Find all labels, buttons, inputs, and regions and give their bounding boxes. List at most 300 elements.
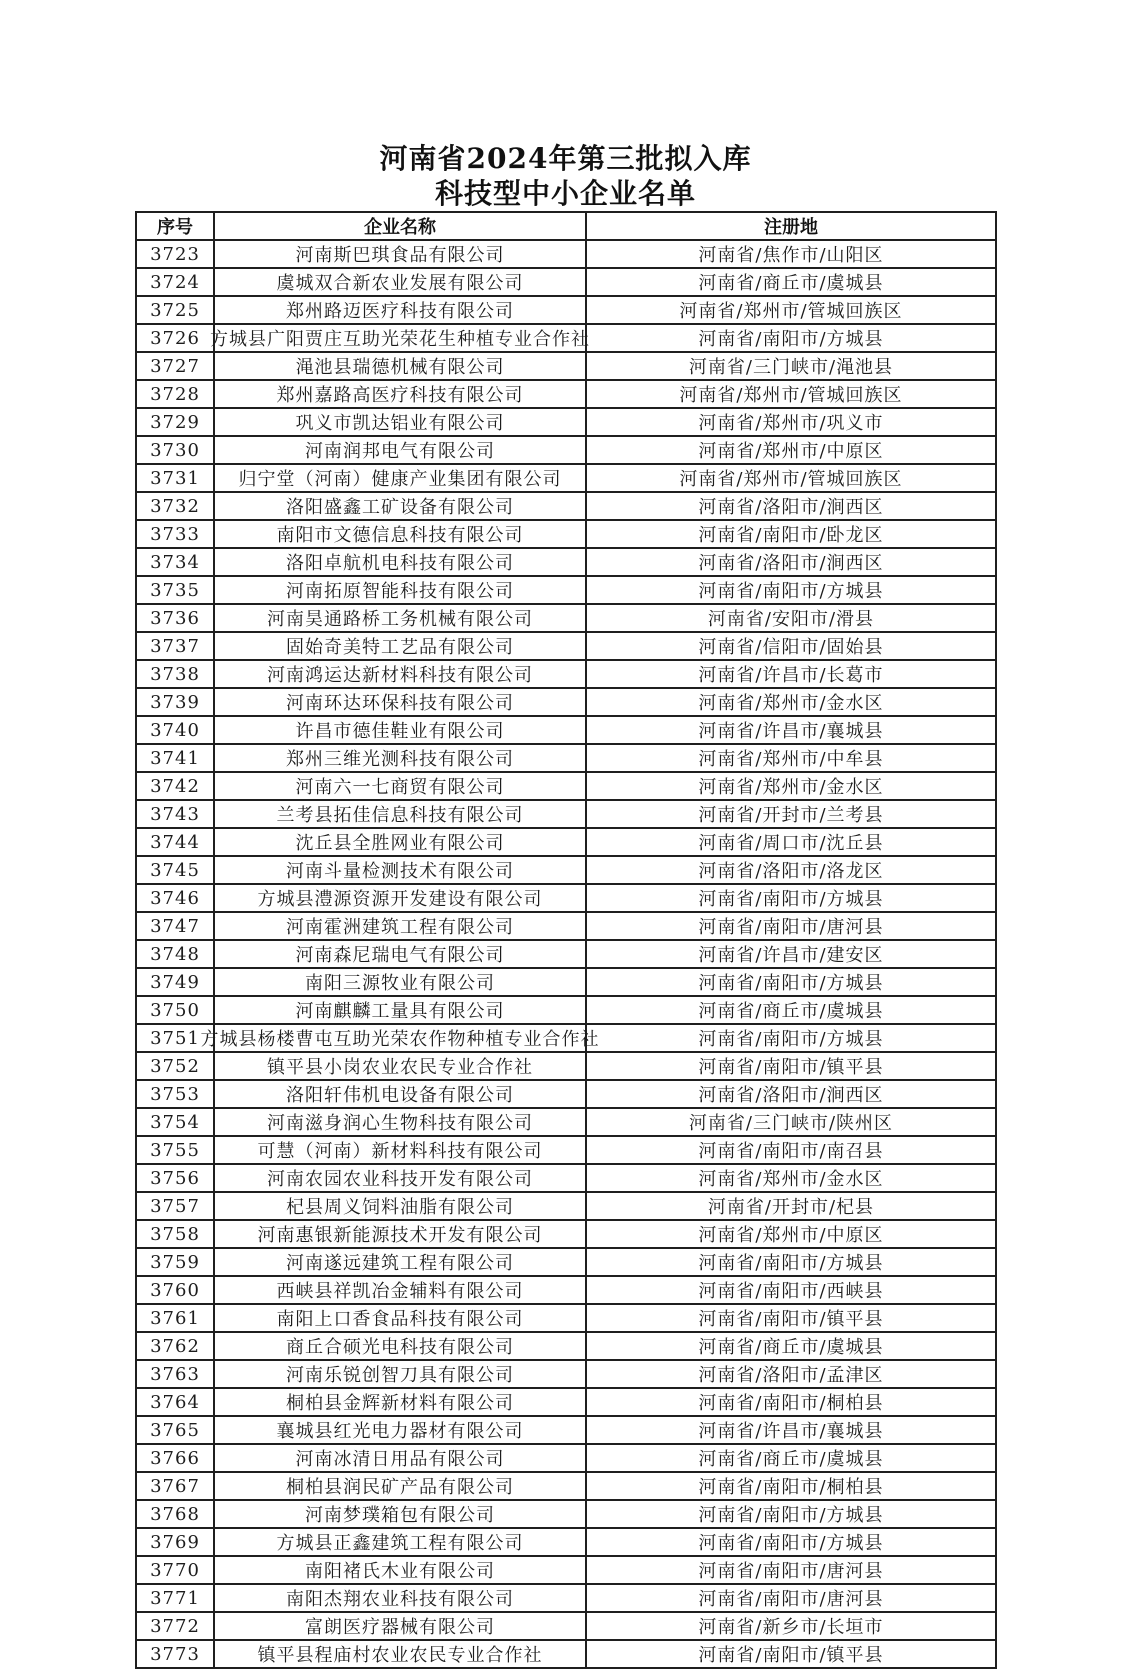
company-name-cell bbox=[214, 1584, 586, 1612]
seq-cell-text: 3773 bbox=[150, 1643, 200, 1665]
document-title-line-2: 科技型中小企业名单 bbox=[434, 177, 696, 210]
table-row bbox=[136, 1220, 996, 1248]
table-row bbox=[136, 520, 996, 548]
registration-cell-text: 河南省/开封市/兰考县 bbox=[698, 805, 884, 826]
registration-cell-text: 河南省/商丘市/虞城县 bbox=[698, 273, 884, 294]
document-title-line-1: 河南省2024年第三批拟入库 bbox=[379, 142, 752, 175]
company-name-cell bbox=[214, 1444, 586, 1472]
registration-cell bbox=[586, 380, 996, 408]
registration-cell bbox=[586, 856, 996, 884]
table-header-row bbox=[136, 212, 996, 240]
company-name-cell bbox=[214, 632, 586, 660]
company-name-cell-text: 河南环达环保科技有限公司 bbox=[286, 693, 514, 714]
seq-cell bbox=[136, 1472, 214, 1500]
registration-cell bbox=[586, 436, 996, 464]
seq-cell-text: 3744 bbox=[150, 831, 200, 853]
company-name-cell bbox=[214, 884, 586, 912]
seq-cell-text: 3745 bbox=[150, 859, 200, 881]
company-name-cell bbox=[214, 492, 586, 520]
company-name-cell-text: 南阳杰翔农业科技有限公司 bbox=[286, 1589, 514, 1610]
seq-cell-text: 3742 bbox=[150, 775, 200, 797]
table-row bbox=[136, 1332, 996, 1360]
seq-cell bbox=[136, 940, 214, 968]
seq-cell bbox=[136, 1276, 214, 1304]
registration-cell-text: 河南省/信阳市/固始县 bbox=[698, 637, 884, 658]
registration-cell-text: 河南省/郑州市/管城回族区 bbox=[679, 469, 903, 490]
company-name-cell-text: 河南滋身润心生物科技有限公司 bbox=[267, 1113, 533, 1134]
company-name-cell-text: 归宁堂（河南）健康产业集团有限公司 bbox=[238, 469, 562, 490]
company-name-cell-text: 方城县正鑫建筑工程有限公司 bbox=[276, 1533, 524, 1554]
company-name-cell-text: 方城县澧源资源开发建设有限公司 bbox=[257, 889, 543, 910]
company-name-cell-text: 方城县杨楼曹屯互助光荣农作物种植专业合作社 bbox=[200, 1029, 600, 1050]
seq-cell-text: 3728 bbox=[150, 383, 200, 405]
company-name-cell bbox=[214, 1472, 586, 1500]
registration-cell-text: 河南省/南阳市/方城县 bbox=[698, 973, 884, 994]
table-row bbox=[136, 576, 996, 604]
company-name-cell bbox=[214, 1052, 586, 1080]
table-row bbox=[136, 716, 996, 744]
seq-cell-text: 3723 bbox=[150, 243, 200, 265]
registration-cell-text: 河南省/南阳市/镇平县 bbox=[698, 1645, 884, 1666]
seq-cell-text: 3753 bbox=[150, 1083, 200, 1105]
seq-cell-text: 3736 bbox=[150, 607, 200, 629]
registration-cell-text: 河南省/南阳市/镇平县 bbox=[698, 1309, 884, 1330]
registration-cell-text: 河南省/焦作市/山阳区 bbox=[698, 245, 884, 266]
registration-cell-text: 河南省/许昌市/长葛市 bbox=[698, 665, 884, 686]
seq-cell-text: 3732 bbox=[150, 495, 200, 517]
seq-cell-text: 3750 bbox=[150, 999, 200, 1021]
company-name-cell-text: 南阳褚氏木业有限公司 bbox=[305, 1561, 495, 1582]
registration-cell bbox=[586, 520, 996, 548]
registration-cell bbox=[586, 1416, 996, 1444]
company-name-cell-text: 商丘合硕光电科技有限公司 bbox=[286, 1337, 514, 1358]
company-name-cell bbox=[214, 1612, 586, 1640]
company-name-cell bbox=[214, 1164, 586, 1192]
company-name-cell bbox=[214, 1332, 586, 1360]
seq-cell bbox=[136, 1220, 214, 1248]
company-name-cell-text: 河南麒麟工量具有限公司 bbox=[295, 1001, 505, 1022]
company-name-cell-text: 河南冰清日用品有限公司 bbox=[295, 1449, 505, 1470]
company-name-cell bbox=[214, 1276, 586, 1304]
seq-cell bbox=[136, 324, 214, 352]
seq-cell-text: 3731 bbox=[150, 467, 200, 489]
table-row bbox=[136, 352, 996, 380]
registration-cell bbox=[586, 716, 996, 744]
seq-cell-text: 3748 bbox=[150, 943, 200, 965]
seq-cell-text: 3755 bbox=[150, 1139, 200, 1161]
seq-cell bbox=[136, 968, 214, 996]
registration-cell bbox=[586, 660, 996, 688]
seq-cell-text: 3749 bbox=[150, 971, 200, 993]
company-name-cell bbox=[214, 436, 586, 464]
seq-cell-text: 3768 bbox=[150, 1503, 200, 1525]
company-name-cell bbox=[214, 828, 586, 856]
registration-cell bbox=[586, 940, 996, 968]
table-row bbox=[136, 940, 996, 968]
registration-cell-text: 河南省/南阳市/桐柏县 bbox=[698, 1393, 884, 1414]
registration-cell bbox=[586, 268, 996, 296]
company-name-cell-text: 郑州三维光测科技有限公司 bbox=[286, 749, 514, 770]
company-name-cell-text: 河南霍洲建筑工程有限公司 bbox=[286, 917, 514, 938]
registration-cell-text: 河南省/南阳市/南召县 bbox=[698, 1141, 884, 1162]
document-title bbox=[0, 141, 1131, 211]
company-name-cell-text: 河南遂远建筑工程有限公司 bbox=[286, 1253, 514, 1274]
seq-cell-text: 3733 bbox=[150, 523, 200, 545]
company-name-cell-text: 襄城县红光电力器材有限公司 bbox=[276, 1421, 524, 1442]
company-name-cell bbox=[214, 1080, 586, 1108]
company-name-cell bbox=[214, 1416, 586, 1444]
table-row bbox=[136, 968, 996, 996]
table-row bbox=[136, 464, 996, 492]
table-header bbox=[136, 212, 996, 240]
registration-cell bbox=[586, 884, 996, 912]
seq-cell bbox=[136, 1528, 214, 1556]
registration-cell bbox=[586, 408, 996, 436]
company-name-cell bbox=[214, 1248, 586, 1276]
registration-cell bbox=[586, 240, 996, 268]
registration-cell-text: 河南省/郑州市/金水区 bbox=[698, 693, 884, 714]
seq-cell bbox=[136, 1416, 214, 1444]
company-name-cell-text: 河南农园农业科技开发有限公司 bbox=[267, 1169, 533, 1190]
registration-cell bbox=[586, 1360, 996, 1388]
company-name-cell-text: 杞县周义饲料油脂有限公司 bbox=[286, 1197, 514, 1218]
seq-cell bbox=[136, 1304, 214, 1332]
registration-cell-text: 河南省/南阳市/方城县 bbox=[698, 889, 884, 910]
company-name-cell-text: 洛阳盛鑫工矿设备有限公司 bbox=[286, 497, 514, 518]
seq-cell-text: 3737 bbox=[150, 635, 200, 657]
table-row bbox=[136, 1304, 996, 1332]
table-row bbox=[136, 1584, 996, 1612]
seq-cell-text: 3767 bbox=[150, 1475, 200, 1497]
registration-cell-text: 河南省/南阳市/方城县 bbox=[698, 1533, 884, 1554]
registration-cell-text: 河南省/郑州市/管城回族区 bbox=[679, 385, 903, 406]
seq-cell bbox=[136, 744, 214, 772]
company-name-cell-text: 郑州嘉路高医疗科技有限公司 bbox=[276, 385, 524, 406]
registration-cell-text: 河南省/南阳市/方城县 bbox=[698, 1029, 884, 1050]
company-name-cell bbox=[214, 240, 586, 268]
company-name-cell-text: 洛阳轩伟机电设备有限公司 bbox=[286, 1085, 514, 1106]
table-row bbox=[136, 548, 996, 576]
seq-cell bbox=[136, 604, 214, 632]
registration-cell bbox=[586, 1332, 996, 1360]
company-name-cell bbox=[214, 1388, 586, 1416]
registration-cell-text: 河南省/郑州市/管城回族区 bbox=[679, 301, 903, 322]
seq-cell-text: 3763 bbox=[150, 1363, 200, 1385]
company-name-cell bbox=[214, 1108, 586, 1136]
table-row bbox=[136, 1192, 996, 1220]
table-row bbox=[136, 1444, 996, 1472]
registration-cell bbox=[586, 1192, 996, 1220]
seq-cell-text: 3758 bbox=[150, 1223, 200, 1245]
seq-cell bbox=[136, 856, 214, 884]
registration-cell bbox=[586, 1052, 996, 1080]
company-name-cell-text: 巩义市凯达铝业有限公司 bbox=[295, 413, 505, 434]
table-row bbox=[136, 296, 996, 324]
table-row bbox=[136, 856, 996, 884]
seq-cell bbox=[136, 996, 214, 1024]
seq-cell-text: 3765 bbox=[150, 1419, 200, 1441]
seq-cell bbox=[136, 1332, 214, 1360]
company-name-cell-text: 河南拓原智能科技有限公司 bbox=[286, 581, 514, 602]
registration-cell bbox=[586, 1164, 996, 1192]
company-name-cell bbox=[214, 548, 586, 576]
company-name-cell bbox=[214, 996, 586, 1024]
seq-cell bbox=[136, 912, 214, 940]
table-row bbox=[136, 268, 996, 296]
registration-cell bbox=[586, 996, 996, 1024]
registration-cell-text: 河南省/洛阳市/涧西区 bbox=[698, 497, 884, 518]
company-name-cell-text: 郑州路迈医疗科技有限公司 bbox=[286, 301, 514, 322]
seq-cell-text: 3734 bbox=[150, 551, 200, 573]
company-name-cell bbox=[214, 1500, 586, 1528]
company-name-cell-text: 可慧（河南）新材料科技有限公司 bbox=[257, 1141, 543, 1162]
seq-cell-text: 3727 bbox=[150, 355, 200, 377]
registration-cell bbox=[586, 968, 996, 996]
registration-cell bbox=[586, 1276, 996, 1304]
registration-cell-text: 河南省/南阳市/方城县 bbox=[698, 1505, 884, 1526]
seq-cell bbox=[136, 1164, 214, 1192]
seq-cell-text: 3769 bbox=[150, 1531, 200, 1553]
registration-cell-text: 河南省/南阳市/西峡县 bbox=[698, 1281, 884, 1302]
seq-cell-text: 3756 bbox=[150, 1167, 200, 1189]
table-row bbox=[136, 324, 996, 352]
seq-cell-text: 3726 bbox=[150, 327, 200, 349]
registration-cell bbox=[586, 744, 996, 772]
seq-cell-text: 3771 bbox=[150, 1587, 200, 1609]
seq-cell-text: 3762 bbox=[150, 1335, 200, 1357]
seq-cell bbox=[136, 1052, 214, 1080]
registration-cell bbox=[586, 1304, 996, 1332]
table-body bbox=[136, 240, 996, 1668]
company-name-cell bbox=[214, 716, 586, 744]
registration-cell-text: 河南省/郑州市/金水区 bbox=[698, 1169, 884, 1190]
company-name-cell-text: 西峡县祥凯冶金辅料有限公司 bbox=[276, 1281, 524, 1302]
registration-cell-text: 河南省/南阳市/唐河县 bbox=[698, 1561, 884, 1582]
company-name-cell bbox=[214, 1528, 586, 1556]
company-name-cell bbox=[210, 324, 590, 352]
seq-cell bbox=[136, 1192, 214, 1220]
header-company-name: 企业名称 bbox=[214, 212, 586, 240]
seq-cell-text: 3766 bbox=[150, 1447, 200, 1469]
registration-cell bbox=[586, 828, 996, 856]
table-row bbox=[136, 1276, 996, 1304]
seq-cell bbox=[136, 352, 214, 380]
table-row bbox=[136, 1248, 996, 1276]
registration-cell bbox=[586, 632, 996, 660]
registration-cell bbox=[586, 1556, 996, 1584]
company-name-cell-text: 兰考县拓佳信息科技有限公司 bbox=[276, 805, 524, 826]
table-row bbox=[136, 436, 996, 464]
registration-cell bbox=[586, 1248, 996, 1276]
seq-cell bbox=[136, 772, 214, 800]
company-name-cell bbox=[214, 380, 586, 408]
seq-cell-text: 3747 bbox=[150, 915, 200, 937]
seq-cell-text: 3754 bbox=[150, 1111, 200, 1133]
registration-cell-text: 河南省/洛阳市/涧西区 bbox=[698, 553, 884, 574]
table-row bbox=[136, 604, 996, 632]
table-row bbox=[136, 492, 996, 520]
company-name-cell-text: 河南六一七商贸有限公司 bbox=[295, 777, 505, 798]
seq-cell-text: 3735 bbox=[150, 579, 200, 601]
registration-cell bbox=[586, 1472, 996, 1500]
seq-cell-text: 3746 bbox=[150, 887, 200, 909]
registration-cell-text: 河南省/郑州市/中原区 bbox=[698, 1225, 884, 1246]
company-name-cell bbox=[214, 688, 586, 716]
seq-cell-text: 3724 bbox=[150, 271, 200, 293]
seq-cell-text: 3764 bbox=[150, 1391, 200, 1413]
registration-cell-text: 河南省/周口市/沈丘县 bbox=[698, 833, 884, 854]
registration-cell-text: 河南省/南阳市/方城县 bbox=[698, 581, 884, 602]
seq-cell-text: 3760 bbox=[150, 1279, 200, 1301]
company-name-cell bbox=[214, 744, 586, 772]
seq-cell-text: 3772 bbox=[150, 1615, 200, 1637]
seq-cell-text: 3725 bbox=[150, 299, 200, 321]
seq-cell bbox=[136, 436, 214, 464]
company-name-cell-text: 固始奇美特工艺品有限公司 bbox=[286, 637, 514, 658]
registration-cell bbox=[586, 1024, 996, 1052]
table-row bbox=[136, 884, 996, 912]
registration-cell bbox=[586, 1528, 996, 1556]
company-name-cell-text: 河南乐锐创智刀具有限公司 bbox=[286, 1365, 514, 1386]
seq-cell bbox=[136, 1108, 214, 1136]
seq-cell-text: 3751 bbox=[150, 1027, 200, 1049]
seq-cell-text: 3739 bbox=[150, 691, 200, 713]
seq-cell bbox=[136, 492, 214, 520]
seq-cell-text: 3757 bbox=[150, 1195, 200, 1217]
table-row bbox=[136, 1136, 996, 1164]
registration-cell-text: 河南省/郑州市/中原区 bbox=[698, 441, 884, 462]
company-name-cell-text: 河南惠银新能源技术开发有限公司 bbox=[257, 1225, 543, 1246]
company-name-cell bbox=[214, 520, 586, 548]
registration-cell-text: 河南省/南阳市/方城县 bbox=[698, 329, 884, 350]
table-row bbox=[136, 772, 996, 800]
company-name-cell-text: 许昌市德佳鞋业有限公司 bbox=[295, 721, 505, 742]
company-name-cell-text: 虞城双合新农业发展有限公司 bbox=[276, 273, 524, 294]
company-name-cell bbox=[214, 268, 586, 296]
company-name-cell bbox=[200, 1024, 600, 1052]
company-name-cell bbox=[214, 800, 586, 828]
table-row bbox=[136, 1556, 996, 1584]
seq-cell-text: 3761 bbox=[150, 1307, 200, 1329]
table-row bbox=[136, 240, 996, 268]
registration-cell bbox=[586, 1080, 996, 1108]
company-name-cell-text: 渑池县瑞德机械有限公司 bbox=[295, 357, 505, 378]
table-row bbox=[136, 1472, 996, 1500]
seq-cell-text: 3740 bbox=[150, 719, 200, 741]
company-table bbox=[135, 211, 997, 1669]
header-registration: 注册地 bbox=[586, 212, 996, 240]
company-name-cell bbox=[214, 1192, 586, 1220]
company-name-cell-text: 河南鸿运达新材料科技有限公司 bbox=[267, 665, 533, 686]
registration-cell-text: 河南省/南阳市/方城县 bbox=[698, 1253, 884, 1274]
table-row bbox=[136, 1388, 996, 1416]
registration-cell bbox=[586, 1388, 996, 1416]
registration-cell bbox=[586, 800, 996, 828]
company-name-cell bbox=[214, 1304, 586, 1332]
table-row bbox=[136, 1108, 996, 1136]
registration-cell-text: 河南省/商丘市/虞城县 bbox=[698, 1449, 884, 1470]
seq-cell-text: 3741 bbox=[150, 747, 200, 769]
table-row bbox=[136, 800, 996, 828]
registration-cell bbox=[586, 1136, 996, 1164]
registration-cell-text: 河南省/三门峡市/陕州区 bbox=[688, 1113, 894, 1134]
seq-cell bbox=[136, 1388, 214, 1416]
registration-cell bbox=[586, 492, 996, 520]
seq-cell-text: 3730 bbox=[150, 439, 200, 461]
company-name-cell bbox=[214, 1556, 586, 1584]
company-name-cell bbox=[214, 940, 586, 968]
registration-cell-text: 河南省/郑州市/巩义市 bbox=[698, 413, 884, 434]
table-row bbox=[136, 688, 996, 716]
company-name-cell-text: 南阳三源牧业有限公司 bbox=[305, 973, 495, 994]
seq-cell bbox=[136, 296, 214, 324]
seq-cell bbox=[136, 884, 214, 912]
registration-cell-text: 河南省/南阳市/镇平县 bbox=[698, 1057, 884, 1078]
seq-cell bbox=[136, 1080, 214, 1108]
seq-cell bbox=[136, 1612, 214, 1640]
registration-cell-text: 河南省/南阳市/卧龙区 bbox=[698, 525, 884, 546]
company-name-cell-text: 南阳市文德信息科技有限公司 bbox=[276, 525, 524, 546]
seq-cell bbox=[136, 800, 214, 828]
company-name-cell-text: 桐柏县金辉新材料有限公司 bbox=[286, 1393, 514, 1414]
seq-cell bbox=[136, 1360, 214, 1388]
table-row bbox=[136, 380, 996, 408]
seq-cell bbox=[136, 548, 214, 576]
registration-cell-text: 河南省/郑州市/金水区 bbox=[698, 777, 884, 798]
company-name-cell bbox=[214, 352, 586, 380]
company-name-cell-text: 方城县广阳贾庄互助光荣花生种植专业合作社 bbox=[210, 329, 590, 350]
seq-cell bbox=[136, 576, 214, 604]
registration-cell bbox=[586, 352, 996, 380]
seq-cell bbox=[136, 520, 214, 548]
registration-cell bbox=[586, 1108, 996, 1136]
company-name-cell-text: 沈丘县全胜网业有限公司 bbox=[295, 833, 505, 854]
registration-cell-text: 河南省/新乡市/长垣市 bbox=[698, 1617, 884, 1638]
company-name-cell-text: 河南斗量检测技术有限公司 bbox=[286, 861, 514, 882]
company-name-cell bbox=[214, 296, 586, 324]
registration-cell-text: 河南省/开封市/杞县 bbox=[707, 1197, 875, 1218]
registration-cell bbox=[586, 604, 996, 632]
seq-cell bbox=[136, 1640, 214, 1668]
table-row bbox=[136, 1416, 996, 1444]
registration-cell-text: 河南省/许昌市/建安区 bbox=[698, 945, 884, 966]
registration-cell-text: 河南省/洛阳市/涧西区 bbox=[698, 1085, 884, 1106]
registration-cell bbox=[586, 464, 996, 492]
registration-cell bbox=[586, 548, 996, 576]
registration-cell-text: 河南省/三门峡市/渑池县 bbox=[688, 357, 894, 378]
seq-cell-text: 3770 bbox=[150, 1559, 200, 1581]
table-row bbox=[136, 1024, 996, 1052]
seq-cell bbox=[136, 464, 214, 492]
registration-cell bbox=[586, 296, 996, 324]
seq-cell bbox=[136, 660, 214, 688]
seq-cell bbox=[136, 380, 214, 408]
table-row bbox=[136, 1164, 996, 1192]
registration-cell-text: 河南省/南阳市/唐河县 bbox=[698, 917, 884, 938]
company-name-cell bbox=[214, 856, 586, 884]
company-name-cell bbox=[214, 464, 586, 492]
seq-cell bbox=[136, 1584, 214, 1612]
seq-cell bbox=[136, 268, 214, 296]
company-name-cell-text: 桐柏县润民矿产品有限公司 bbox=[286, 1477, 514, 1498]
table-row bbox=[136, 828, 996, 856]
seq-cell bbox=[136, 240, 214, 268]
registration-cell-text: 河南省/许昌市/襄城县 bbox=[698, 1421, 884, 1442]
seq-cell bbox=[136, 632, 214, 660]
company-name-cell bbox=[214, 1136, 586, 1164]
company-name-cell-text: 镇平县程庙村农业农民专业合作社 bbox=[257, 1645, 543, 1666]
seq-cell bbox=[136, 1500, 214, 1528]
